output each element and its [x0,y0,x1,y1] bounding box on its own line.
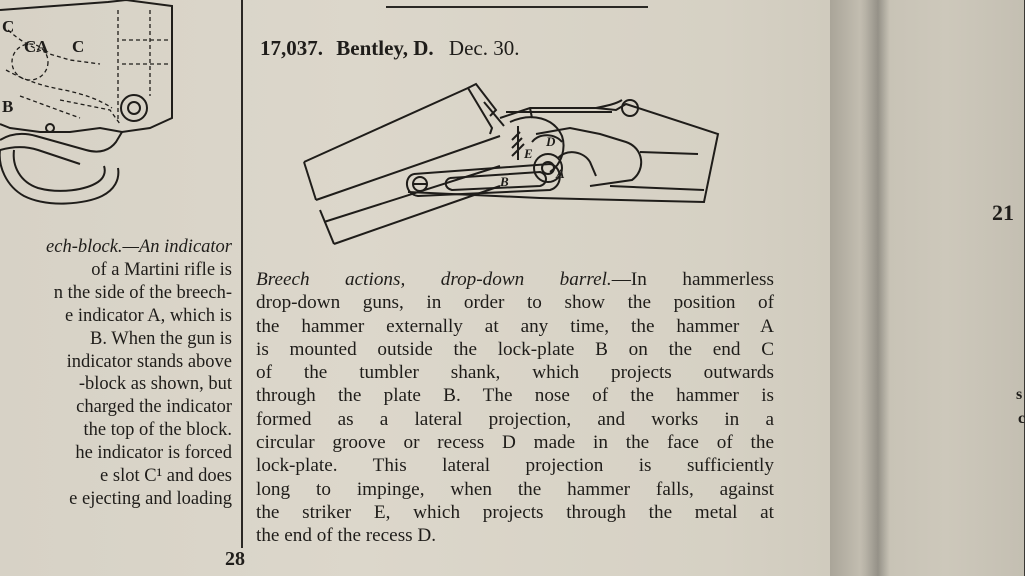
figure-label-a: A [36,37,49,56]
left-line: he indicator is forced [75,443,232,464]
description-heading: Breech actions, drop-down barrel. [256,269,612,290]
left-line: e slot C¹ and does [100,466,232,487]
left-line: e ejecting and loading [69,488,232,509]
left-line: n the side of the breech- [53,282,232,303]
left-line: indicator stands above [66,351,232,372]
patent-number: 17,037. [260,36,323,60]
left-column-text [0,236,232,511]
left-line: the top of the block. [83,420,232,441]
facing-page-number: 21 [992,200,1014,225]
description-line: the end of the recess D. [256,525,437,547]
facing-page-mark: c [1018,410,1025,427]
left-line: of a Martini rifle is [91,259,232,280]
description-line: lock-plate. This lateral projection is sufficiently [256,455,774,477]
patent-description [256,268,774,548]
column-rule [241,0,243,548]
figure-label-c2: C [24,37,37,56]
gutter-shadow [860,0,890,576]
description-line: formed as a lateral projection, and works in a [256,408,774,430]
inventor-name: Bentley, D. [336,36,434,60]
description-line: through the plate B. The nose of the hammer is [256,385,774,407]
left-line: B. When the gun is [90,328,232,349]
description-line: circular groove or recess D made in the face of the [256,432,774,454]
page-number: 28 [225,548,245,570]
figure-label-e: E [524,146,533,161]
left-line: e indicator A, which is [65,305,232,326]
top-rule [386,6,648,8]
left-line: -block as shown, but [78,374,232,395]
left-line: ech-block.—An indicator [46,237,232,257]
figure-label-b: B [2,97,14,116]
description-line: the striker E, which projects through the metal at [256,501,774,523]
figure-label-c3: C [72,37,85,56]
figure-label-c1: C [2,17,15,36]
figure-label-d: D [546,134,556,149]
trigger-figure [0,0,180,210]
description-line: of the tumbler shank, which projects outwards [256,362,774,384]
left-line: charged the indicator [76,397,232,418]
figure-label-b: B [500,174,509,189]
patent-date: Dec. 30. [448,36,520,60]
facing-page-mark: s [1016,386,1023,403]
description-line: the hammer externally at any time, the hammer A [256,315,774,337]
breech-action-figure [300,82,730,252]
entry-heading [260,36,519,61]
figure-label-a: A [556,166,565,181]
description-line: long to impinge, when the hammer falls, against [256,478,774,500]
description-line: is mounted outside the lock-plate B on the end C [256,338,774,360]
description-line: Breech actions, drop-down barrel.—In hammerless [256,269,774,290]
description-line: drop-down guns, in order to show the position of [256,292,774,314]
